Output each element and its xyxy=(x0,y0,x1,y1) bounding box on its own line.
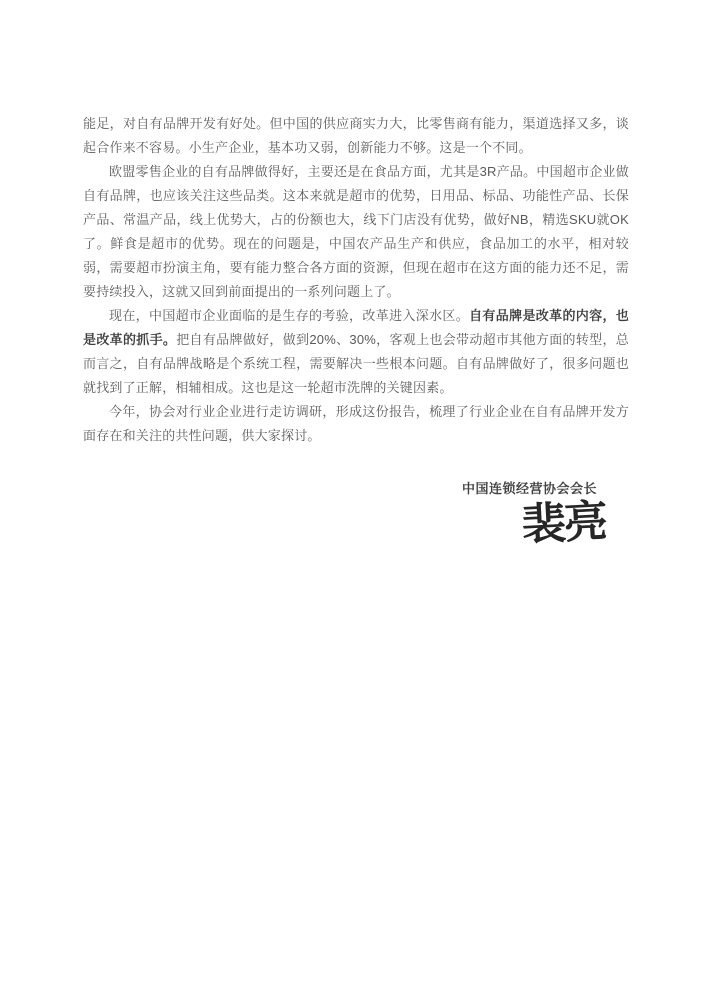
paragraph-reform-pre: 现在，中国超市企业面临的是生存的考验，改革进入深水区。 xyxy=(109,308,470,323)
paragraph-continuation: 能足，对自有品牌开发有好处。但中国的供应商实力大，比零售商有能力，渠道选择又多，谈起合作来不容易。小生产企业，基本功又弱，创新能力不够。这是一个不同。 xyxy=(83,116,629,155)
signature-title: 中国连锁经营协会会长 xyxy=(461,481,597,496)
signature-handwriting: 裴亮 xyxy=(520,495,608,552)
paragraph-reform xyxy=(83,304,629,400)
document-body xyxy=(83,112,629,448)
bold-emphasis: 自有品牌是改革的内容，也是改革的抓手。 xyxy=(83,308,629,347)
paragraph-report-intro: 今年，协会对行业企业进行走访调研，形成这份报告，梳理了行业企业在自有品牌开发方面存在和关注的共性问题，供大家探讨。 xyxy=(83,404,629,443)
paragraph-reform-post: 把自有品牌做好，做到20%、30%，客观上也会带动超市其他方面的转型，总而言之，自有品牌战略是个系统工程，需要解决一些根本问题。自有品牌做好了，很多问题也就找到了正解，相辅相成。这也是这一轮超市洗牌的关键因素。 xyxy=(83,332,629,395)
paragraph-eu-retail: 欧盟零售企业的自有品牌做得好，主要还是在食品方面，尤其是3R产品。中国超市企业做自有品牌，也应该关注这些品类。这本来就是超市的优势，日用品、标品、功能性产品、长保产品、常温产品，线上优势大，占的份额也大，线下门店没有优势，做好NB，精选SKU就OK了。鲜食是超市的优势。现在的问题是，中国农产品生产和供应，食品加工的水平，相对较弱，需要超市扮演主角，要有能力整合各方面的资源，但现在超市在这方面的能力还不足，需要持续投入，这就又回到前面提出的一系列问题上了。 xyxy=(83,164,629,299)
